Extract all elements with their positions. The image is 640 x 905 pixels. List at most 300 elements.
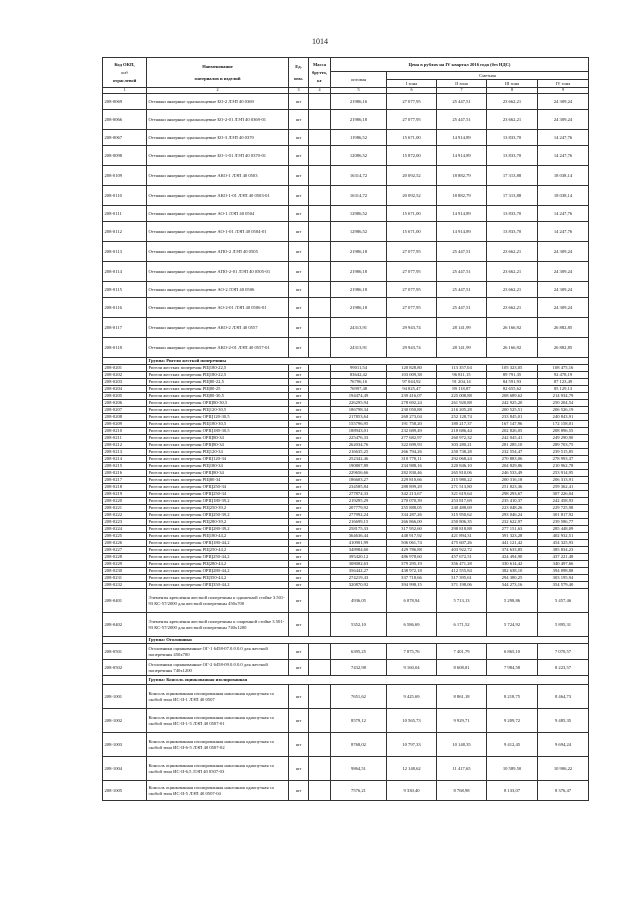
- code-cell: 208-0401: [103, 589, 147, 613]
- zone-4-price-cell: 87 123,49: [538, 379, 589, 386]
- wholesale-price-cell: 21986,18: [331, 110, 387, 130]
- code-cell: 208-0205: [103, 393, 147, 400]
- zone-1-price-cell: 20 092,52: [387, 166, 437, 186]
- zone-4-price-cell: 5 895,31: [538, 613, 589, 637]
- zone-1-price-cell: 429 786,88: [387, 547, 437, 554]
- zone-3-price-cell: 23 662,21: [487, 282, 538, 298]
- table-row: [103, 781, 589, 801]
- zone-1-price-cell: 229 810,66: [387, 477, 437, 484]
- wholesale-price-cell: 217853,64: [331, 414, 387, 421]
- zone-1-price-cell: 120 828,80: [387, 365, 437, 372]
- code-cell: 208-0402: [103, 613, 147, 637]
- name-cell: Элементы крепления жесткой поперечины к спаренной стойке 3.501-93 КС-57/2000 для жесткой поперечины 740х1200: [147, 613, 289, 637]
- name-cell: Оттяжки анкерные однокольцевые АПО-2-01 ЛЭП 40 0505-01: [147, 262, 289, 282]
- zone-1-price-cell: 268 273,04: [387, 414, 437, 421]
- name-cell: Ригели жестких поперечин ОРЩ180-39,2: [147, 498, 289, 505]
- wholesale-price-cell: 186603,27: [331, 477, 387, 484]
- zone-2-price-cell: 28 141,99: [437, 338, 487, 358]
- table-row: [103, 421, 589, 428]
- zone-4-price-cell: 301 817,92: [538, 512, 589, 519]
- header-zone-2: II зона: [437, 80, 487, 88]
- mass-cell: [309, 386, 331, 393]
- zone-4-price-cell: 206 313,91: [538, 477, 589, 484]
- zone-3-price-cell: 251 823,36: [487, 484, 538, 491]
- zone-1-price-cell: 27 077,95: [387, 262, 437, 282]
- zone-4-price-cell: 8 223,57: [538, 660, 589, 676]
- unit-cell: шт: [289, 533, 309, 540]
- zone-4-price-cell: 26 882,85: [538, 338, 589, 358]
- zone-1-price-cell: 7 875,76: [387, 644, 437, 660]
- zone-4-price-cell: 214 934,79: [538, 393, 589, 400]
- name-cell: Консоль оцинкованная изолированная наклонная однопутная со скобой типа ИС-II-1-5 ЛЭП 40 0507-01: [147, 709, 289, 733]
- code-cell: 208-0215: [103, 463, 147, 470]
- zone-4-price-cell: 285 448,09: [538, 526, 589, 533]
- zone-2-price-cell: 240 488,69: [437, 505, 487, 512]
- zone-3-price-cell: 26 166,92: [487, 318, 538, 338]
- header-zone-1: I зона: [387, 80, 437, 88]
- zone-2-price-cell: 14 914,89: [437, 222, 487, 242]
- name-cell: Ригели жестких поперечин ОРЩ250-34: [147, 491, 289, 498]
- code-cell: 208-0214: [103, 456, 147, 463]
- mass-cell: [309, 512, 331, 519]
- name-cell: Ригели жестких поперечин ОРЩ250-44,2: [147, 554, 289, 561]
- zone-3-price-cell: 200 525,51: [487, 407, 538, 414]
- zone-2-price-cell: 8 608,81: [437, 660, 487, 676]
- code-cell: [103, 637, 147, 644]
- page-number: 1014: [312, 37, 328, 46]
- mass-cell: [309, 400, 331, 407]
- zone-1-price-cell: 266 794,26: [387, 449, 437, 456]
- zone-2-price-cell: 253 817,69: [437, 498, 487, 505]
- zone-4-price-cell: 14 247,76: [538, 206, 589, 222]
- zone-3-price-cell: 374 633,85: [487, 547, 538, 554]
- wholesale-price-cell: 216635,25: [331, 449, 387, 456]
- zone-1-price-cell: 232 689,49: [387, 428, 437, 435]
- zone-1-price-cell: 103 009,38: [387, 372, 437, 379]
- code-cell: 208-0501: [103, 644, 147, 660]
- table-row: [103, 660, 589, 676]
- zone-2-price-cell: 9 929,71: [437, 709, 487, 733]
- code-cell: 208-0117: [103, 318, 147, 338]
- wholesale-price-cell: 229656,66: [331, 470, 387, 477]
- zone-1-price-cell: 448 917,92: [387, 533, 437, 540]
- zone-1-price-cell: 94 825,47: [387, 386, 437, 393]
- zone-4-price-cell: 259 362,41: [538, 484, 589, 491]
- code-cell: 208-0112: [103, 222, 147, 242]
- name-cell: Консоль оцинкованная изолированная наклонная однопутная со скобой типа ИС-II-1 ЛЭП 40 0507: [147, 685, 289, 709]
- zone-4-price-cell: 437 221,48: [538, 554, 589, 561]
- code-cell: 208-1004: [103, 757, 147, 781]
- wholesale-price-cell: 12986,52: [331, 206, 387, 222]
- zone-3-price-cell: 13 833,70: [487, 130, 538, 146]
- table-row: [103, 733, 589, 757]
- mass-cell: [309, 242, 331, 262]
- code-cell: 208-0226: [103, 540, 147, 547]
- name-cell: Ригели жестких поперечин РЩ80-30,5: [147, 393, 289, 400]
- mass-cell: [309, 561, 331, 568]
- table-row: [103, 166, 589, 186]
- zone-4-price-cell: 18 038,14: [538, 186, 589, 206]
- zone-3-price-cell: 13 833,70: [487, 206, 538, 222]
- table-row: [103, 186, 589, 206]
- zone-2-price-cell: 10 148,35: [437, 733, 487, 757]
- code-cell: 208-0109: [103, 166, 147, 186]
- code-cell: 208-0229: [103, 561, 147, 568]
- index-cell: 4: [309, 88, 331, 94]
- wholesale-price-cell: 186798,34: [331, 407, 387, 414]
- group-title: Группа: Ригели жесткой поперечины: [147, 358, 589, 365]
- zone-1-price-cell: 15 872,00: [387, 146, 437, 166]
- zone-2-price-cell: 412 555,84: [437, 568, 487, 575]
- name-cell: Ригели жестких поперечин РЩ80-25: [147, 386, 289, 393]
- code-cell: 208-0213: [103, 449, 147, 456]
- wholesale-price-cell: 320870,92: [331, 582, 387, 589]
- zone-3-price-cell: 7 984,58: [487, 660, 538, 676]
- unit-cell: шт: [289, 582, 309, 589]
- wholesale-price-cell: 7651,62: [331, 685, 387, 709]
- unit-cell: шт: [289, 554, 309, 561]
- header-name: Наименование материалов и изделий: [147, 58, 289, 88]
- unit-cell: шт: [289, 442, 309, 449]
- name-cell: Ригели жестких поперечин РЩ180-22,5: [147, 372, 289, 379]
- zone-2-price-cell: 6 171,52: [437, 613, 487, 637]
- zone-3-price-cell: 391 323,28: [487, 533, 538, 540]
- zone-1-price-cell: 10 565,73: [387, 709, 437, 733]
- table-row: [103, 386, 589, 393]
- unit-cell: шт: [289, 282, 309, 298]
- zone-2-price-cell: 260 972,32: [437, 435, 487, 442]
- zone-3-price-cell: 167 147,96: [487, 421, 538, 428]
- unit-cell: шт: [289, 428, 309, 435]
- name-cell: Ригели жестких поперечин РЩ350-44,2: [147, 575, 289, 582]
- zone-1-price-cell: 394 998,15: [387, 582, 437, 589]
- wholesale-price-cell: 194474,49: [331, 393, 387, 400]
- code-cell: 208-0111: [103, 206, 147, 222]
- unit-cell: шт: [289, 318, 309, 338]
- code-cell: 208-1005: [103, 781, 147, 801]
- mass-cell: [309, 222, 331, 242]
- zone-2-price-cell: 371 198,06: [437, 582, 487, 589]
- unit-cell: шт: [289, 613, 309, 637]
- wholesale-price-cell: 225476,33: [331, 435, 387, 442]
- zone-4-price-cell: 340 497,66: [538, 561, 589, 568]
- name-cell: Консоль оцинкованная изолированная наклонная однопутная со скобой типа ИС-II-5 ЛЭП 40 0507-04: [147, 781, 289, 801]
- code-cell: 208-0227: [103, 547, 147, 554]
- zone-2-price-cell: 265 810,06: [437, 470, 487, 477]
- wholesale-price-cell: 24313,91: [331, 318, 387, 338]
- zone-2-price-cell: 18 882,79: [437, 186, 487, 206]
- table-row: [103, 685, 589, 709]
- zone-2-price-cell: 91 204,14: [437, 379, 487, 386]
- table-row: [103, 613, 589, 637]
- mass-cell: [309, 338, 331, 358]
- wholesale-price-cell: 76997,48: [331, 386, 387, 393]
- wholesale-price-cell: 190807,89: [331, 463, 387, 470]
- name-cell: Ригели жестких поперечин РЩ120-34: [147, 449, 289, 456]
- zone-3-price-cell: 204 829,86: [487, 463, 538, 470]
- mass-cell: [309, 414, 331, 421]
- table-row: [103, 561, 589, 568]
- unit-cell: шт: [289, 491, 309, 498]
- zone-3-price-cell: 9 209,72: [487, 709, 538, 733]
- zone-2-price-cell: 321 619,64: [437, 491, 487, 498]
- code-cell: 208-0219: [103, 491, 147, 498]
- name-cell: Оттяжки анкерные однокольцевые АО-2 ЛЭП 40 0506: [147, 282, 289, 298]
- mass-cell: [309, 407, 331, 414]
- name-cell: Ригели жестких поперечин ОРЩ280-39,2: [147, 526, 289, 533]
- index-cell: 9: [538, 88, 589, 94]
- table-row: [103, 428, 589, 435]
- mass-cell: [309, 526, 331, 533]
- unit-cell: шт: [289, 242, 309, 262]
- zone-4-price-cell: 10 906,22: [538, 757, 589, 781]
- unit-cell: шт: [289, 561, 309, 568]
- name-cell: Оттяжки анкерные однокольцевые АКО-1-01 ЛЭП 40 0503-01: [147, 186, 289, 206]
- zone-2-price-cell: 298 818,88: [437, 526, 487, 533]
- zone-2-price-cell: 25 447,51: [437, 94, 487, 110]
- zone-1-price-cell: 27 077,95: [387, 242, 437, 262]
- zone-3-price-cell: 270 883,06: [487, 456, 538, 463]
- mass-cell: [309, 282, 331, 298]
- zone-1-price-cell: 270 070,39: [387, 498, 437, 505]
- mass-cell: [309, 685, 331, 709]
- code-cell: 208-0502: [103, 660, 147, 676]
- zone-1-price-cell: 342 213,67: [387, 491, 437, 498]
- code-cell: 208-0231: [103, 575, 147, 582]
- index-cell: 6: [387, 88, 437, 94]
- unit-cell: шт: [289, 505, 309, 512]
- zone-1-price-cell: 15 671,00: [387, 130, 437, 146]
- unit-cell: шт: [289, 449, 309, 456]
- name-cell: Консоль оцинкованная изолированная наклонная однопутная со скобой типа ИС-II-6-5 ЛЭП 40 0507-02: [147, 733, 289, 757]
- zone-1-price-cell: 12 148,62: [387, 757, 437, 781]
- table-row: [103, 130, 589, 146]
- mass-cell: [309, 575, 331, 582]
- zone-4-price-cell: 208 896,55: [538, 428, 589, 435]
- zone-1-price-cell: 278 692,24: [387, 400, 437, 407]
- wholesale-price-cell: 21986,18: [331, 242, 387, 262]
- table-row: [103, 463, 589, 470]
- zone-3-price-cell: 330 614,42: [487, 561, 538, 568]
- zone-1-price-cell: 255 888,05: [387, 505, 437, 512]
- code-cell: 208-0118: [103, 338, 147, 358]
- zone-4-price-cell: 108 475,16: [538, 365, 589, 372]
- unit-cell: шт: [289, 146, 309, 166]
- unit-cell: шт: [289, 644, 309, 660]
- code-cell: 208-0115: [103, 282, 147, 298]
- zone-4-price-cell: 14 247,76: [538, 130, 589, 146]
- mass-cell: [309, 554, 331, 561]
- code-cell: 208-0216: [103, 470, 147, 477]
- zone-3-price-cell: 84 591,93: [487, 379, 538, 386]
- zone-4-price-cell: 14 247,76: [538, 146, 589, 166]
- wholesale-price-cell: 277874,33: [331, 491, 387, 498]
- mass-cell: [309, 372, 331, 379]
- name-cell: Ригели жестких поперечин РЩ280-44,2: [147, 561, 289, 568]
- mass-cell: [309, 449, 331, 456]
- mass-cell: [309, 781, 331, 801]
- header-code: Код ОКП, код отраслевой: [103, 58, 147, 88]
- zone-4-price-cell: 250 204,54: [538, 400, 589, 407]
- wholesale-price-cell: 11986,52: [331, 130, 387, 146]
- header-estimate: Сметная: [387, 72, 589, 80]
- wholesale-price-cell: 21986,18: [331, 262, 387, 282]
- mass-cell: [309, 186, 331, 206]
- name-cell: Ригели жестких поперечин РЩ80-34: [147, 477, 289, 484]
- zone-1-price-cell: 239 416,07: [387, 393, 437, 400]
- group-row: [103, 358, 589, 365]
- code-cell: 208-0221: [103, 505, 147, 512]
- zone-4-price-cell: 240 843,91: [538, 414, 589, 421]
- header-zone-4: IV зона: [538, 80, 589, 88]
- wholesale-price-cell: 395420,12: [331, 554, 387, 561]
- code-cell: 208-0098: [103, 146, 147, 166]
- mass-cell: [309, 613, 331, 637]
- zone-4-price-cell: 9 694,24: [538, 733, 589, 757]
- code-cell: 208-0220: [103, 498, 147, 505]
- zone-1-price-cell: 337 718,66: [387, 575, 437, 582]
- table-row: [103, 400, 589, 407]
- zone-1-price-cell: 234 988,16: [387, 463, 437, 470]
- zone-3-price-cell: 281 285,10: [487, 442, 538, 449]
- mass-cell: [309, 484, 331, 491]
- table-row: [103, 206, 589, 222]
- mass-cell: [309, 456, 331, 463]
- zone-3-price-cell: 246 533,49: [487, 470, 538, 477]
- zone-1-price-cell: 379 295,19: [387, 561, 437, 568]
- zone-4-price-cell: 249 290,90: [538, 435, 589, 442]
- table-row: [103, 568, 589, 575]
- code-cell: 208-0113: [103, 242, 147, 262]
- zone-2-price-cell: 216 205,28: [437, 407, 487, 414]
- mass-cell: [309, 393, 331, 400]
- code-cell: 208-1001: [103, 685, 147, 709]
- zone-4-price-cell: 307 226,04: [538, 491, 589, 498]
- zone-3-price-cell: 344 273,16: [487, 582, 538, 589]
- zone-3-price-cell: 6 865,10: [487, 644, 538, 660]
- mass-cell: [309, 298, 331, 318]
- zone-4-price-cell: 8 464,73: [538, 685, 589, 709]
- unit-cell: шт: [289, 186, 309, 206]
- zone-3-price-cell: 208 689,62: [487, 393, 538, 400]
- zone-2-price-cell: 261 920,88: [437, 400, 487, 407]
- name-cell: Ригели жестких поперечин РЩ250-44,2: [147, 547, 289, 554]
- name-cell: Ригели жестких поперечин ОРЩ120-34: [147, 456, 289, 463]
- zone-3-price-cell: 298 293,67: [487, 491, 538, 498]
- zone-1-price-cell: 334 287,26: [387, 512, 437, 519]
- code-cell: 208-0218: [103, 484, 147, 491]
- zone-4-price-cell: 206 526,19: [538, 407, 589, 414]
- zone-3-price-cell: 9 412,45: [487, 733, 538, 757]
- table-row: [103, 242, 589, 262]
- unit-cell: шт: [289, 470, 309, 477]
- code-cell: 208-0202: [103, 372, 147, 379]
- zone-3-price-cell: 232 554,47: [487, 449, 538, 456]
- mass-cell: [309, 477, 331, 484]
- zone-2-price-cell: 252 128,74: [437, 414, 487, 421]
- zone-2-price-cell: 28 141,99: [437, 318, 487, 338]
- table-row: [103, 533, 589, 540]
- zone-3-price-cell: 424 494,90: [487, 554, 538, 561]
- mass-cell: [309, 519, 331, 526]
- mass-cell: [309, 365, 331, 372]
- wholesale-price-cell: 155796,95: [331, 421, 387, 428]
- zone-1-price-cell: 310 770,11: [387, 456, 437, 463]
- zone-4-price-cell: 454 325,93: [538, 540, 589, 547]
- zone-4-price-cell: 14 247,76: [538, 222, 589, 242]
- name-cell: Ригели жестких поперечин РЩ80-22,5: [147, 379, 289, 386]
- code-cell: 208-0204: [103, 386, 147, 393]
- mass-cell: [309, 709, 331, 733]
- zone-2-price-cell: 317 395,61: [437, 575, 487, 582]
- unit-cell: шт: [289, 547, 309, 554]
- code-cell: 208-1003: [103, 733, 147, 757]
- unit-cell: шт: [289, 166, 309, 186]
- table-row: [103, 442, 589, 449]
- code-cell: 208-0207: [103, 407, 147, 414]
- zone-1-price-cell: 15 671,00: [387, 222, 437, 242]
- group-title: Группа: Консоль оцинкованная изолированная: [147, 676, 589, 685]
- mass-cell: [309, 505, 331, 512]
- unit-cell: шт: [289, 206, 309, 222]
- group-row: [103, 676, 589, 685]
- name-cell: Оттяжки анкерные однокольцевые БО-2-01 ЛЭП 40 0369-01: [147, 110, 289, 130]
- table-row: [103, 407, 589, 414]
- code-cell: 208-0208: [103, 414, 147, 421]
- unit-cell: шт: [289, 575, 309, 582]
- index-cell: 7: [437, 88, 487, 94]
- mass-cell: [309, 146, 331, 166]
- zone-3-price-cell: 23 662,21: [487, 298, 538, 318]
- unit-cell: шт: [289, 660, 309, 676]
- table-row: [103, 547, 589, 554]
- wholesale-price-cell: 216699,15: [331, 519, 387, 526]
- wholesale-price-cell: 16314,72: [331, 166, 387, 186]
- zone-1-price-cell: 20 092,52: [387, 186, 437, 206]
- unit-cell: шт: [289, 379, 309, 386]
- zone-4-price-cell: 354 579,40: [538, 582, 589, 589]
- table-row: [103, 757, 589, 781]
- zone-1-price-cell: 230 050,88: [387, 407, 437, 414]
- mass-cell: [309, 733, 331, 757]
- code-cell: 208-0209: [103, 421, 147, 428]
- wholesale-price-cell: 356442,27: [331, 568, 387, 575]
- table-header: [103, 58, 589, 94]
- zone-4-price-cell: 24 309,24: [538, 298, 589, 318]
- zone-3-price-cell: 5 724,92: [487, 613, 538, 637]
- zone-1-price-cell: 9 160,04: [387, 660, 437, 676]
- zone-3-price-cell: 23 662,21: [487, 262, 538, 282]
- table-row: [103, 709, 589, 733]
- unit-cell: шт: [289, 709, 309, 733]
- wholesale-price-cell: 277992,24: [331, 512, 387, 519]
- name-cell: Оттяжки анкерные однокольцевые БО-2 ЛЭП 40 0369: [147, 94, 289, 110]
- zone-2-price-cell: 8 768,98: [437, 781, 487, 801]
- zone-3-price-cell: 293 046,24: [487, 512, 538, 519]
- mass-cell: [309, 130, 331, 146]
- zone-1-price-cell: 288 899,29: [387, 484, 437, 491]
- zone-2-price-cell: 457 672,51: [437, 554, 487, 561]
- name-cell: Ригели жестких поперечин РЩ180-34: [147, 463, 289, 470]
- zone-3-price-cell: 294 380,25: [487, 575, 538, 582]
- code-cell: 208-0114: [103, 262, 147, 282]
- zone-4-price-cell: 92 478,19: [538, 372, 589, 379]
- zone-2-price-cell: 18 882,79: [437, 166, 487, 186]
- zone-3-price-cell: 26 166,92: [487, 338, 538, 358]
- table-row: [103, 449, 589, 456]
- zone-2-price-cell: 8 861,18: [437, 685, 487, 709]
- zone-1-price-cell: 506 061,74: [387, 540, 437, 547]
